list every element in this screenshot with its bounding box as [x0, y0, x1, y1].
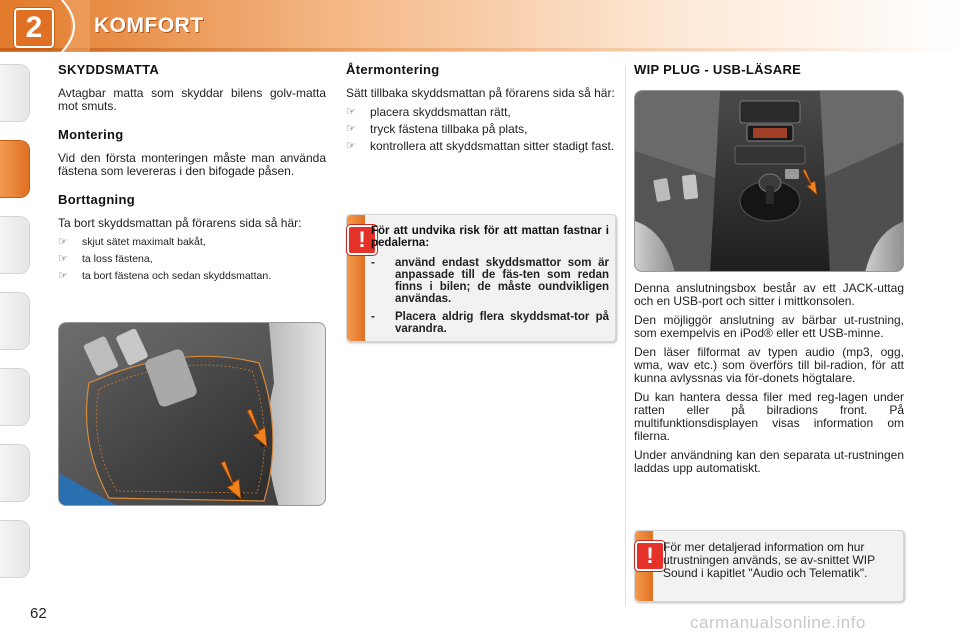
usb-paragraph: Under användning kan den separata ut-rustningen laddas upp automatiskt.: [634, 448, 904, 475]
section-heading-reassembly: Återmontering: [346, 62, 440, 77]
warning-icon: !: [347, 225, 377, 255]
list-item: ☞ tryck fästena tillbaka på plats,: [346, 122, 528, 136]
chapter-tab-active[interactable]: [0, 140, 30, 198]
chapter-tab[interactable]: [0, 520, 30, 578]
floor-mat-illustration: [58, 322, 326, 506]
header-divider-curve: [60, 0, 90, 52]
chapter-tab[interactable]: [0, 216, 30, 274]
borttagning-text: Ta bort skyddsmattan på förarens sida så här:: [58, 216, 302, 230]
list-item: ☞ ta loss fästena,: [58, 253, 153, 265]
subheading-montering: Montering: [58, 127, 124, 142]
page-title: KOMFORT: [94, 14, 204, 37]
warning-icon: !: [635, 541, 665, 571]
list-item: ☞ ta bort fästena och sedan skyddsmattan.: [58, 270, 272, 282]
chapter-tab[interactable]: [0, 444, 30, 502]
list-item: ☞ skjut sätet maximalt bakåt,: [58, 236, 206, 248]
column-reassembly: [346, 62, 616, 157]
hand-pointer-icon: ☞: [58, 270, 68, 282]
mat-intro: Avtagbar matta som skyddar bilens golv-matta mot smuts.: [58, 86, 326, 113]
subheading-borttagning: Borttagning: [58, 192, 135, 207]
column-protective-mat: [58, 62, 326, 287]
reassembly-steps: [346, 106, 616, 153]
watermark: carmanualsonline.info: [690, 613, 866, 632]
list-item: ☞ kontrollera att skyddsmattan sitter stadigt fast.: [346, 139, 615, 153]
chapter-tab[interactable]: [0, 292, 30, 350]
usb-paragraph: Denna anslutningsbox består av ett JACK-uttag och en USB-port och sitter i mittkonsolen.: [634, 281, 904, 308]
usb-paragraph: Du kan hantera dessa filer med reg-lagen under ratten eller på bilradions front. På multifunktionsdisplayen visas information om filerna.: [634, 390, 904, 443]
warning-box-pedals: [346, 214, 616, 342]
note-text: För mer detaljerad information om hur utrustningen används, se av-snittet WIP Sound i kapitlet "Audio och Telematik".: [663, 540, 875, 580]
montering-text: Vid den första monteringen måste man använda fästena som levereras i den bifogade påsen.: [58, 151, 326, 178]
hand-pointer-icon: ☞: [346, 123, 356, 135]
list-item: - använd endast skyddsmattor som är anpassade till de fäs-ten som redan finns i bilen; de måste oundvikligen användas.: [371, 257, 609, 305]
chapter-badge: 2: [14, 8, 54, 48]
warning-title: För att undvika risk för att mattan fastnar i pedalerna:: [371, 225, 609, 249]
page-number: 62: [30, 605, 47, 622]
list-item: ☞ placera skyddsmattan rätt,: [346, 105, 511, 119]
column-divider: [625, 66, 626, 606]
section-heading-mat: SKYDDSMATTA: [58, 62, 160, 77]
chapter-tab[interactable]: [0, 368, 30, 426]
hand-pointer-icon: ☞: [58, 253, 68, 265]
removal-steps: [58, 236, 326, 283]
hand-pointer-icon: ☞: [58, 236, 68, 248]
chapter-tabs: [0, 64, 34, 584]
hand-pointer-icon: ☞: [346, 140, 356, 152]
list-item: - Placera aldrig flera skyddsmat-tor på varandra.: [371, 311, 609, 335]
note-box-wip-sound: [634, 530, 904, 602]
center-console-illustration: [634, 90, 904, 272]
section-heading-usb: WIP PLUG - USB-LÄSARE: [634, 62, 802, 77]
usb-paragraph: Den möjliggör anslutning av bärbar ut-rustning, som exempelvis en iPod® eller ett USB-minne.: [634, 313, 904, 340]
usb-paragraph: Den läser filformat av typen audio (mp3, ogg, wma, wav etc.) som överförs till bil-radion, för att kunna avlyssnas via för-donets högtalare.: [634, 345, 904, 385]
warning-list: [371, 257, 609, 335]
reassembly-text: Sätt tillbaka skyddsmattan på förarens sida så här:: [346, 86, 615, 100]
column-usb-reader: [634, 62, 906, 87]
hand-pointer-icon: ☞: [346, 106, 356, 118]
chapter-tab[interactable]: [0, 64, 30, 122]
usb-description: [634, 282, 904, 481]
